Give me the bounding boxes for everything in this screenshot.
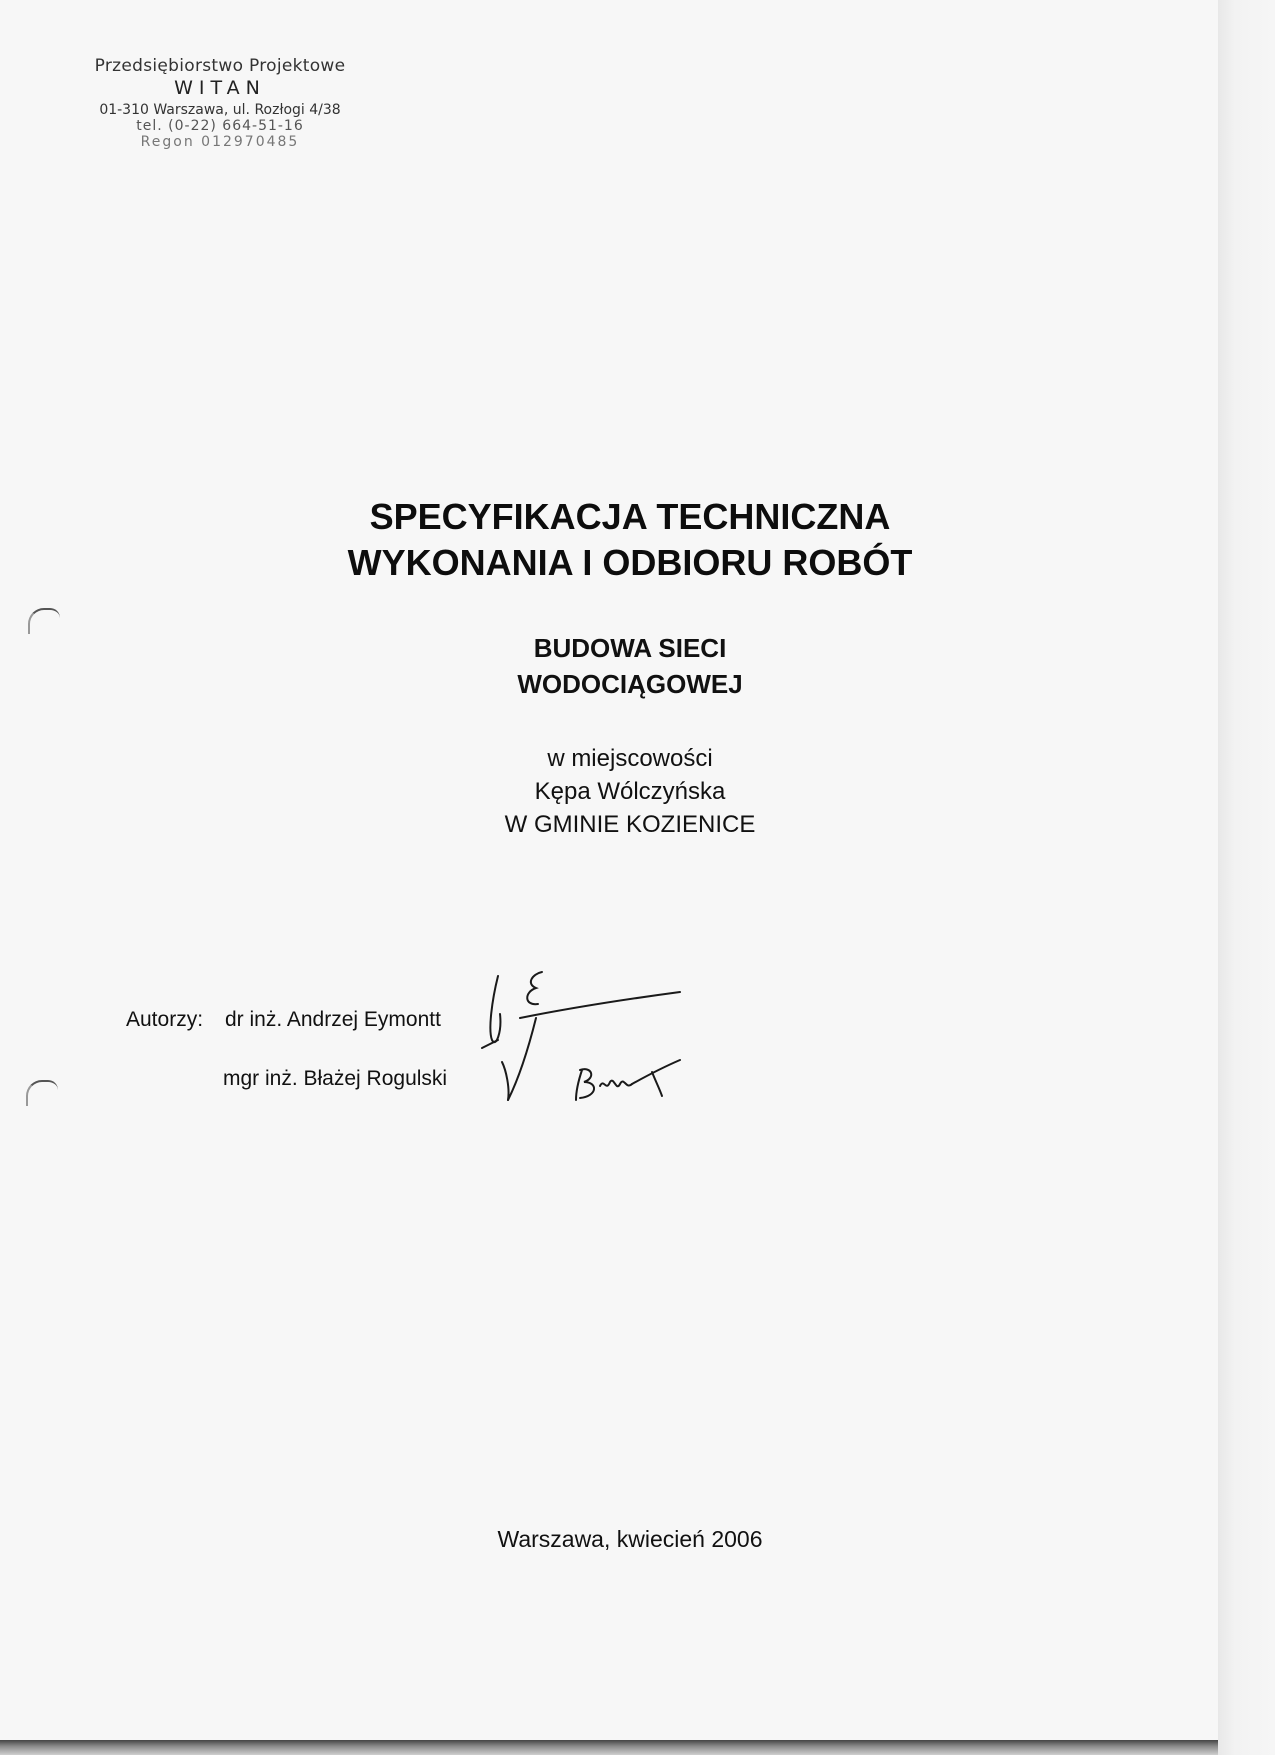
location-line-3: W GMINIE KOZIENICE [504,811,756,838]
place-date: Warszawa, kwiecień 2006 [497,1526,763,1552]
location-block [390,742,870,841]
document-title [260,494,1000,586]
author-1: dr inż. Andrzej Eymontt [225,1008,441,1031]
location-line-1: w miejscowości [547,745,713,772]
title-line-1: SPECYFIKACJA TECHNICZNA [369,496,891,537]
stamp-phone: tel. (0-22) 664-51-16 [136,118,304,134]
authors-label: Autorzy: [126,1008,204,1031]
author-2: mgr inż. Błażej Rogulski [223,1067,448,1090]
location-line-2: Kępa Wólczyńska [534,778,726,805]
company-stamp [70,56,370,150]
stamp-address: 01-310 Warszawa, ul. Rozłogi 4/38 [99,102,341,118]
handwritten-signatures [480,970,720,1110]
document-subtitle [390,630,870,702]
stamp-company-line: Przedsiębiorstwo Projektowe [94,56,346,76]
scan-edge-right [1218,0,1275,1755]
subtitle-line-1: BUDOWA SIECI [533,633,727,663]
title-line-2: WYKONANIA I ODBIORU ROBÓT [347,542,913,583]
scan-edge-bottom [0,1740,1218,1755]
stamp-regon: Regon 012970485 [140,134,300,150]
subtitle-line-2: WODOCIĄGOWEJ [517,669,743,699]
stamp-company-name: WITAN [174,77,266,99]
punch-hole-mark [28,608,60,634]
punch-hole-mark [26,1080,58,1106]
